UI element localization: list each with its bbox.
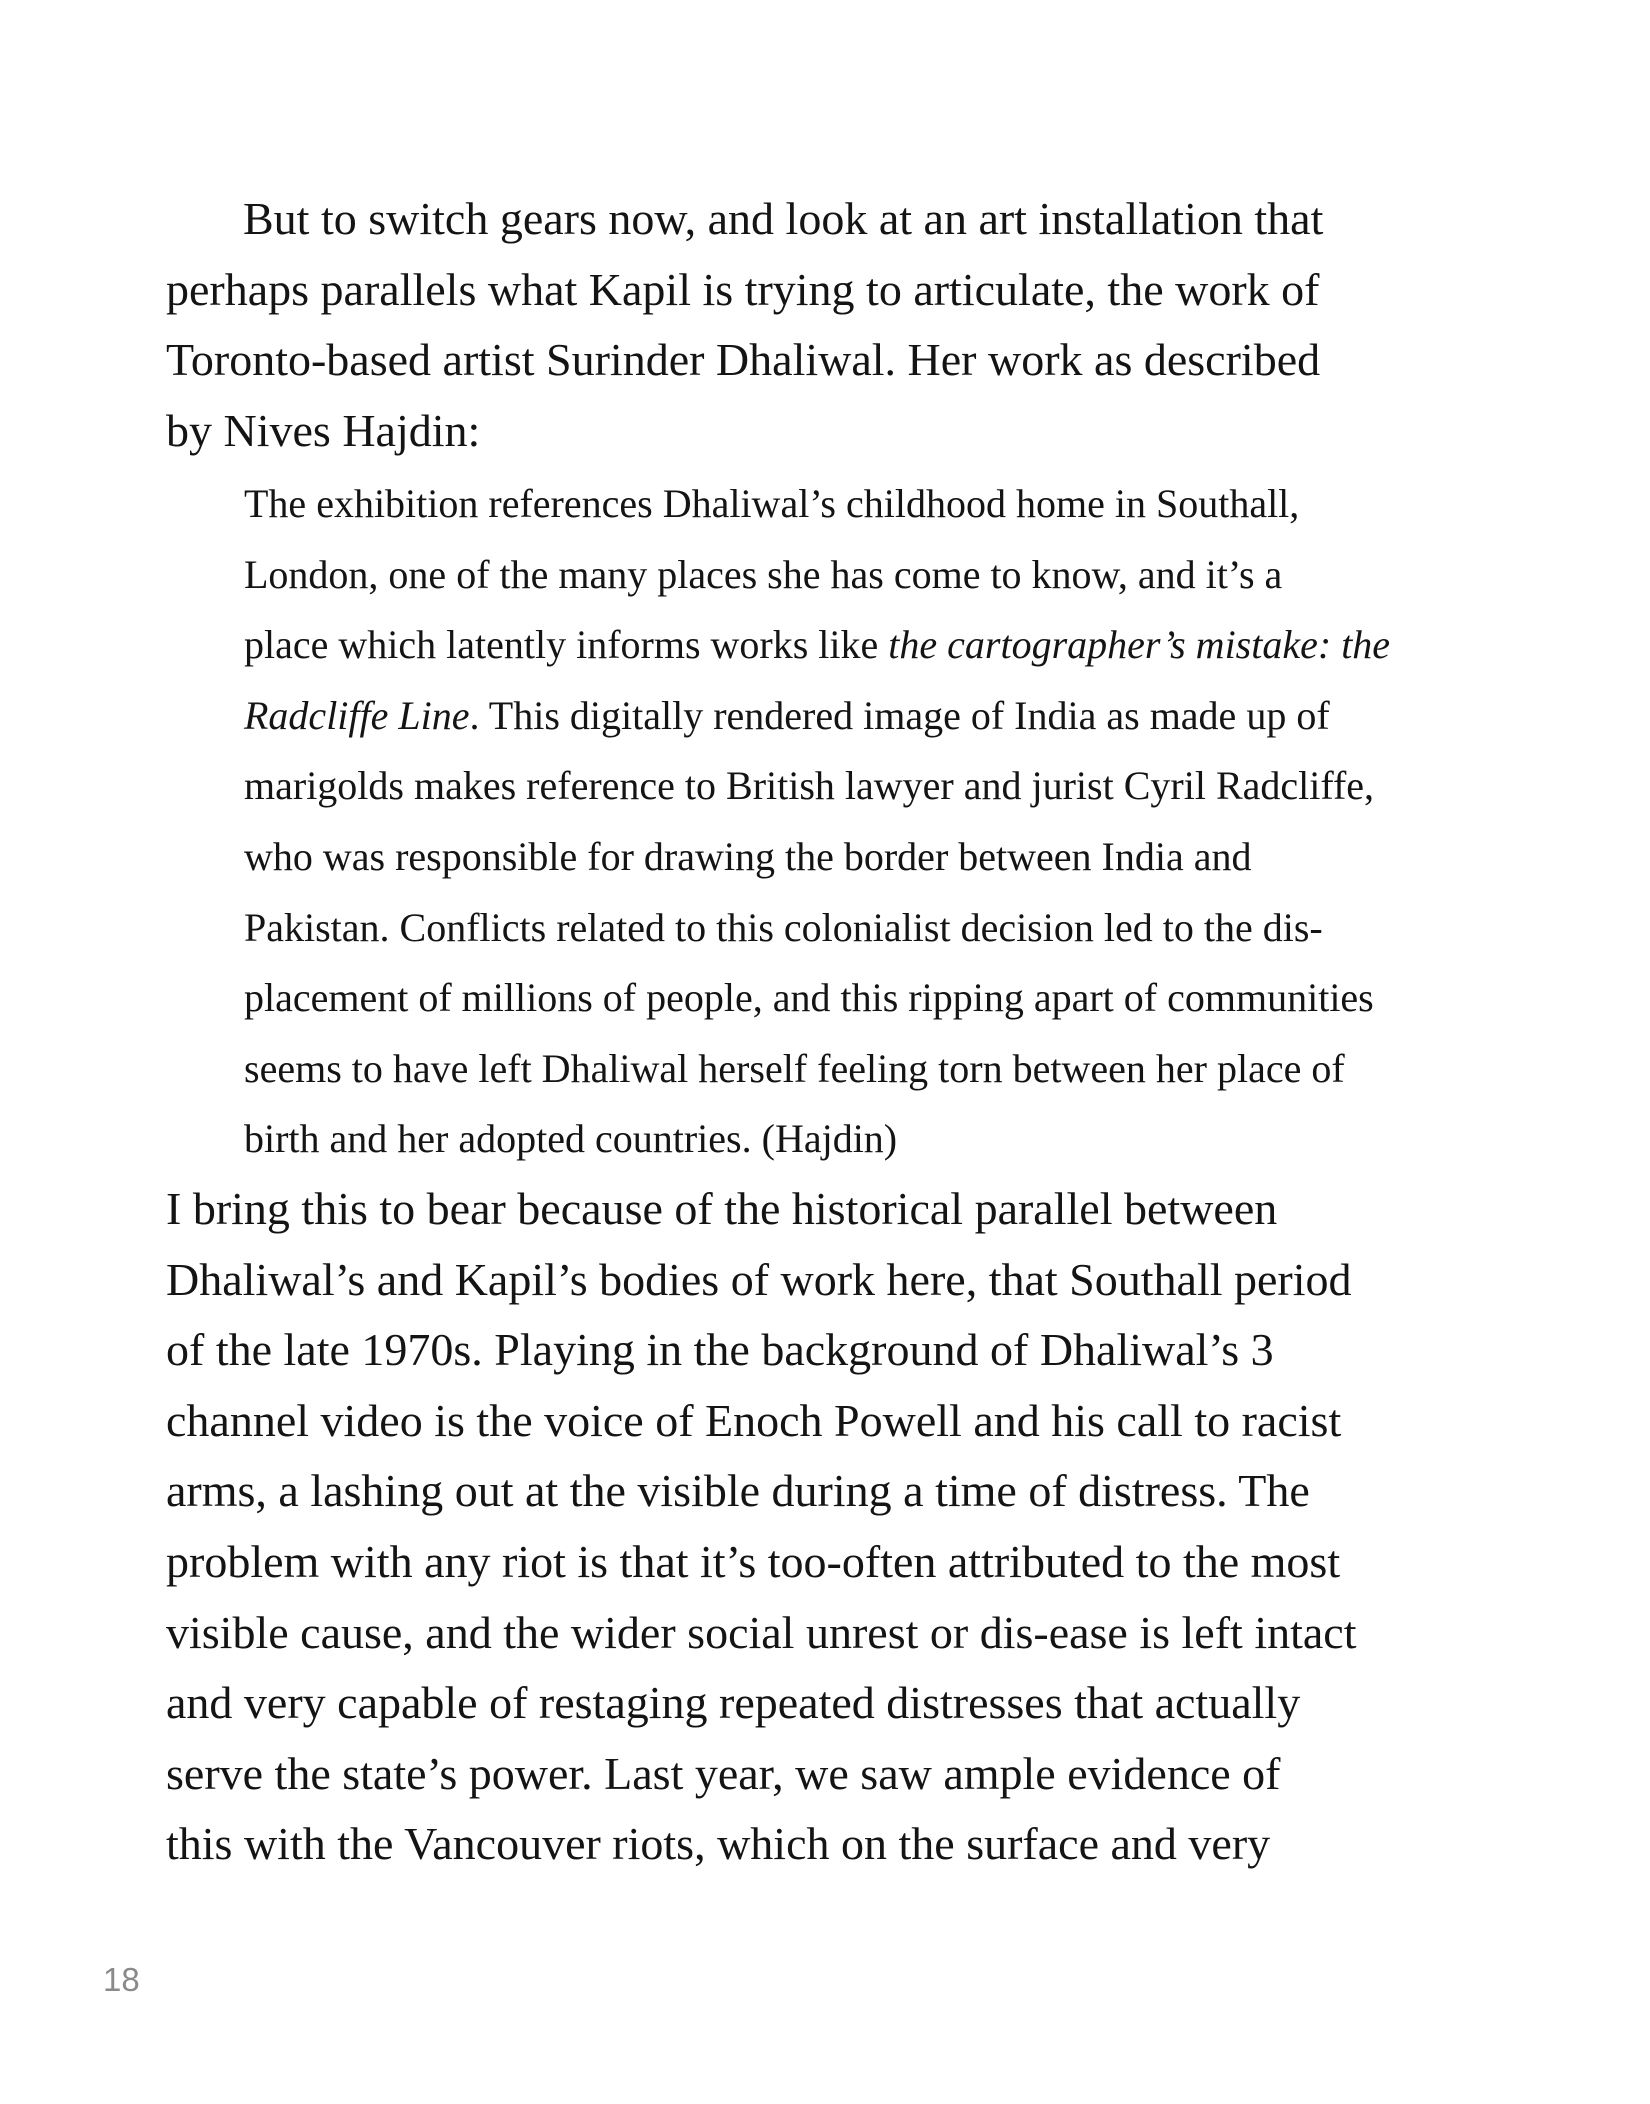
- artwork-title-italic: the cartographer’s mistake: the: [888, 622, 1391, 668]
- quote-line: London, one of the many places she has come to know, and it’s a: [244, 551, 1283, 597]
- paragraph-line: channel video is the voice of Enoch Powell and his call to racist: [166, 1394, 1342, 1446]
- paragraph-line: Toronto-based artist Surinder Dhaliwal. Her work as described: [166, 334, 1321, 386]
- paragraph-line: perhaps parallels what Kapil is trying to articulate, the work of: [166, 263, 1320, 315]
- paragraph-line: by Nives Hajdin:: [166, 404, 481, 456]
- quote-line: Pakistan. Conflicts related to this colonialist decision led to the dis-: [244, 904, 1323, 950]
- paragraph-line: Dhaliwal’s and Kapil’s bodies of work here, that Southall period: [166, 1253, 1352, 1305]
- artwork-title-italic: Radcliffe Line: [244, 692, 470, 738]
- quote-text: . This digitally rendered image of India as made up of: [469, 692, 1330, 738]
- paragraph-line: this with the Vancouver riots, which on the surface and very: [166, 1818, 1271, 1870]
- paragraph-line: I bring this to bear because of the historical parallel between: [166, 1183, 1278, 1234]
- quote-line: The exhibition references Dhaliwal’s childhood home in Southall,: [244, 481, 1300, 526]
- quote-line: placement of millions of people, and this ripping apart of communities: [244, 975, 1374, 1021]
- paragraph-line: But to switch gears now, and look at an art installation that: [243, 193, 1324, 244]
- body-paragraph-2: [166, 1174, 1357, 1880]
- quote-line: [244, 610, 1390, 681]
- quote-line: [244, 681, 1390, 752]
- quote-line: marigolds makes reference to British lawyer and jurist Cyril Radcliffe,: [244, 763, 1375, 809]
- quote-line: birth and her adopted countries. (Hajdin): [244, 1116, 898, 1162]
- paragraph-line: of the late 1970s. Playing in the background of Dhaliwal’s 3: [166, 1324, 1274, 1376]
- paragraph-line: arms, a lashing out at the visible during a time of distress. The: [166, 1465, 1310, 1517]
- paragraph-line: and very capable of restaging repeated distresses that actually: [166, 1677, 1301, 1729]
- page-number: 18: [103, 1961, 140, 1998]
- block-quote: [244, 469, 1390, 1175]
- quote-line: who was responsible for drawing the border between India and: [244, 833, 1252, 879]
- paragraph-line: problem with any riot is that it’s too-often attributed to the most: [166, 1535, 1341, 1587]
- paragraph-line: visible cause, and the wider social unrest or dis-ease is left intact: [166, 1606, 1357, 1658]
- quote-text: place which latently informs works like: [244, 622, 889, 668]
- body-paragraph-1: [166, 184, 1323, 466]
- quote-line: seems to have left Dhaliwal herself feeling torn between her place of: [244, 1045, 1345, 1091]
- paragraph-line: serve the state’s power. Last year, we saw ample evidence of: [166, 1747, 1281, 1799]
